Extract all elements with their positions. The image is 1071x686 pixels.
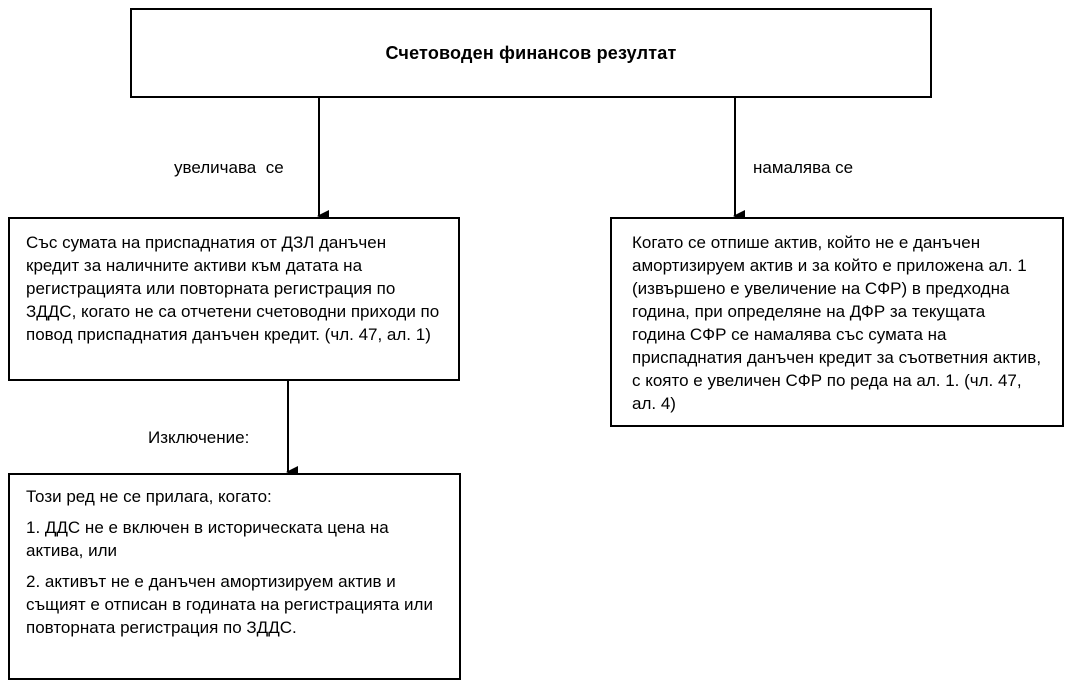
decrease-box	[610, 217, 1064, 427]
exception-item-1: 1. ДДС не е включен в историческата цена на актива, или	[26, 518, 389, 560]
result-title-box	[130, 8, 932, 98]
exception-box	[8, 473, 461, 680]
decrease-box-text: Когато се отпише актив, който не е данъчен амортизируем актив и за който е приложена ал. 1 (извършено е увеличение на СФР) в предходна година, при определяне на ДФР за текущата година СФР се намалява със сумата на приспаднатия данъчен кредит за съответния актив, с която е увеличен СФР по реда на ал. 1. (чл. 47, ал. 4)	[632, 233, 1042, 413]
exception-label: Изключение:	[148, 428, 250, 447]
exception-item-2: 2. активът не е данъчен амортизируем актив и същият е отписан в годината на регистрацията или повторната регистрация по ЗДДС.	[26, 572, 433, 637]
decrease-label: намалява се	[753, 158, 854, 177]
increase-box-text: Със сумата на приспаднатия от ДЗЛ данъчен кредит за наличните активи към датата на регистрацията или повторната регистрация по ЗДДС, когато не са отчетени счетоводни приходи по повод приспаднатия данъчен кредит. (чл. 47, ал. 1)	[26, 233, 440, 344]
exception-intro: Този ред не се прилага, когато:	[26, 487, 272, 506]
diagram-title: Счетоводен финансов резултат	[385, 42, 677, 63]
increase-label: увеличава се	[174, 158, 284, 177]
increase-box	[8, 217, 460, 381]
